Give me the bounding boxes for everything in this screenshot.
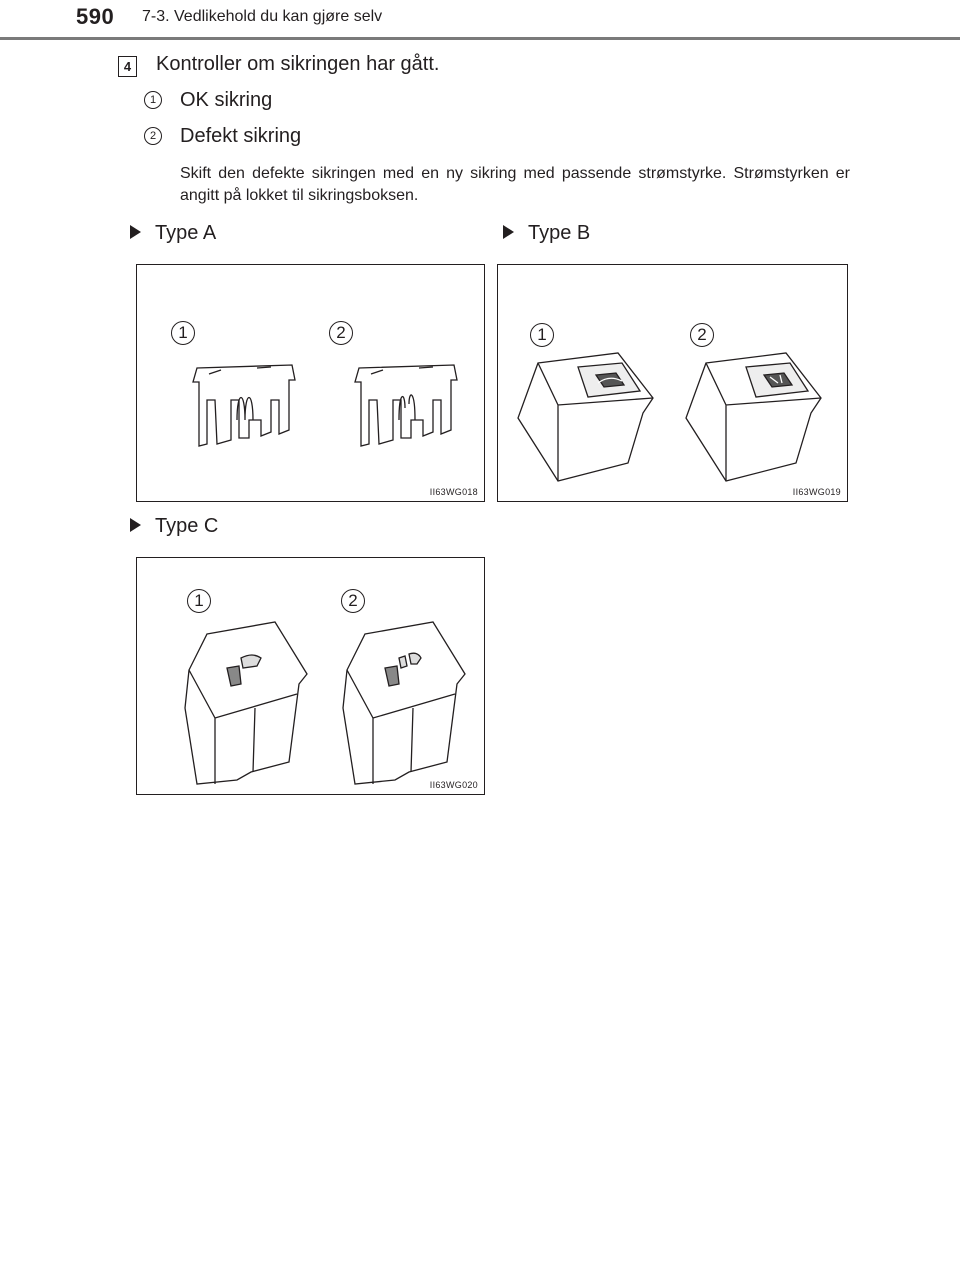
type-b-label <box>503 222 590 245</box>
item-label-ok-fuse: OK sikring <box>180 89 273 111</box>
figure-code: II63WG018 <box>429 487 478 497</box>
replacement-note: Skift den defekte sikringen med en ny sikring med passende strømstyrke. Strømstyrken er angitt på lokket til sikringsboksen. <box>180 165 850 204</box>
triangle-bullet-icon <box>503 225 514 239</box>
item-label-defective-fuse: Defekt sikring <box>180 125 302 147</box>
triangle-bullet-icon <box>130 518 141 532</box>
figure-type-b <box>497 264 848 502</box>
callout-1: 1 <box>171 321 195 345</box>
header-rule <box>0 37 960 40</box>
type-c-label <box>130 515 218 538</box>
type-a-text: Type A <box>155 222 217 244</box>
item-number-badge-2: 2 <box>144 127 162 145</box>
ok-fuse-type-c <box>185 622 307 784</box>
type-c-text: Type C <box>155 515 219 537</box>
ok-fuse-type-b <box>518 353 653 481</box>
callout-1: 1 <box>187 589 211 613</box>
callout-2: 2 <box>690 323 714 347</box>
triangle-bullet-icon <box>130 225 141 239</box>
figure-code: II63WG019 <box>792 487 841 497</box>
item-number-badge-1: 1 <box>144 91 162 109</box>
ok-fuse-type-a <box>193 365 295 446</box>
fuse-type-b-illustration <box>498 265 847 501</box>
figure-type-c <box>136 557 485 795</box>
defective-fuse-type-b <box>686 353 821 481</box>
type-b-text: Type B <box>528 222 591 244</box>
defective-fuse-type-a <box>355 365 457 446</box>
step-text: Kontroller om sikringen har gått. <box>156 53 440 75</box>
figure-type-a <box>136 264 485 502</box>
figure-code: II63WG020 <box>429 780 478 790</box>
callout-1: 1 <box>530 323 554 347</box>
step-number-badge: 4 <box>118 56 137 77</box>
page-number: 590 <box>76 4 115 29</box>
callout-2: 2 <box>329 321 353 345</box>
section-title: 7-3. Vedlikehold du kan gjøre selv <box>142 8 383 25</box>
defective-fuse-type-c <box>343 622 465 784</box>
fuse-type-a-illustration <box>137 265 484 501</box>
callout-2: 2 <box>341 589 365 613</box>
type-a-label <box>130 222 216 245</box>
